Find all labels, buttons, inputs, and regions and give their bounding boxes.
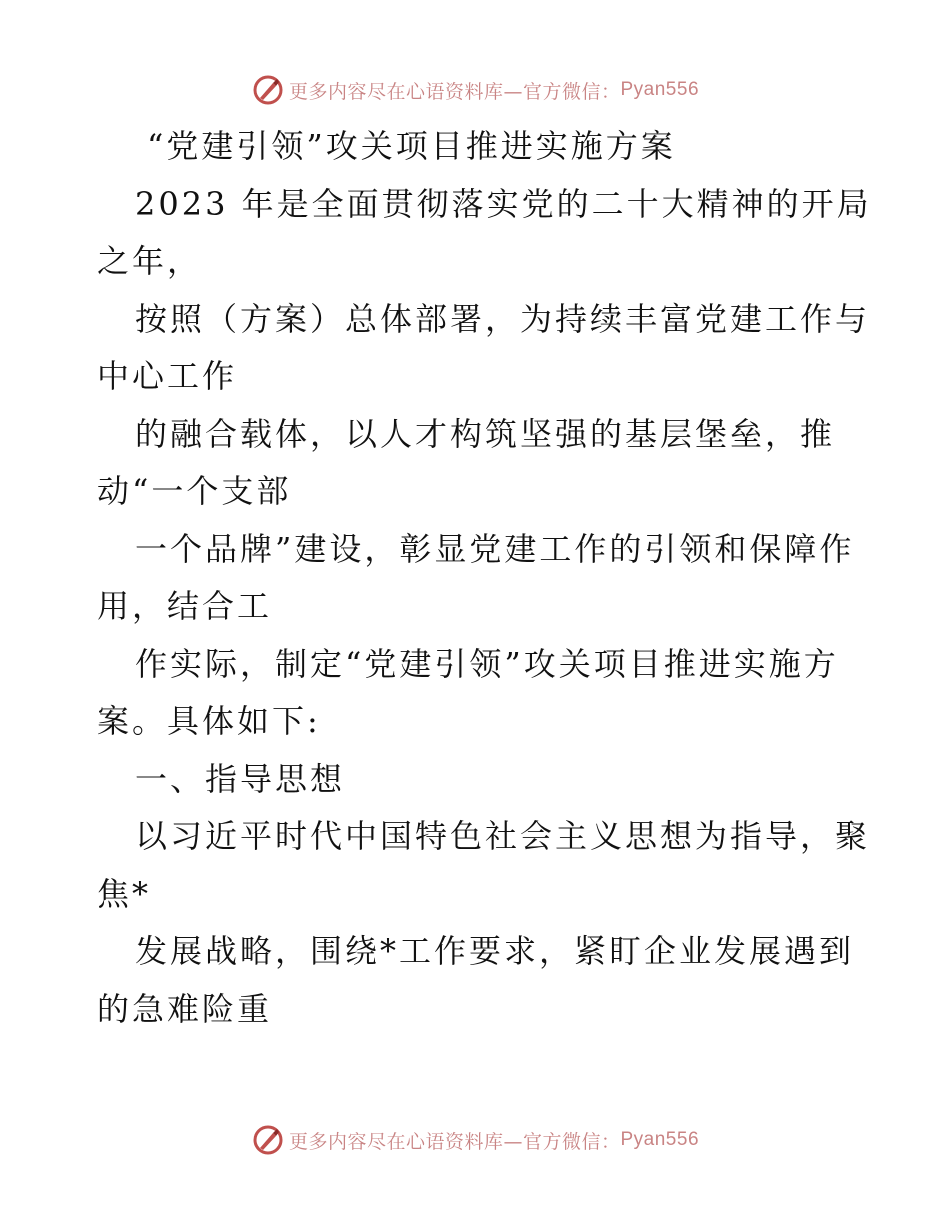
watermark-header	[0, 72, 950, 108]
watermark-text: 更多内容尽在心语资料库—官方微信：	[288, 80, 621, 103]
watermark-footer	[0, 1122, 950, 1158]
paragraph-line: 的急难险重	[97, 989, 273, 1028]
watermark-handle: Pyan556	[620, 1129, 700, 1150]
paragraph-line: 作实际，制定“党建引领”攻关项目推进实施方	[135, 644, 839, 683]
paragraph-line: 用，结合工	[97, 587, 273, 625]
paragraph-line: 一个品牌”建设，彰显党建工作的引领和保障作	[135, 529, 855, 568]
paragraph-line: 按照（方案）总体部署，为持续丰富党建工作与	[135, 299, 871, 338]
document-body	[97, 118, 872, 1038]
paragraph-line: 焦*	[97, 874, 152, 913]
paragraph-line: 之年，	[97, 242, 203, 280]
paragraph-line: 动“一个支部	[97, 472, 292, 510]
paragraph-line: 的融合载体，以人才构筑坚强的基层堡垒，推	[135, 414, 836, 453]
paragraph-line: 中心工作	[97, 357, 238, 395]
section-heading: 一、指导思想	[135, 759, 346, 798]
pen-logo-icon	[251, 73, 285, 107]
watermark-handle: Pyan556	[620, 79, 700, 100]
paragraph-line: 发展战略，围绕*工作要求，紧盯企业发展遇到	[135, 932, 855, 970]
document-title: “党建引领”攻关项目推进实施方案	[147, 127, 676, 165]
watermark-text: 更多内容尽在心语资料库—官方微信：	[288, 1130, 621, 1153]
paragraph-line: 以习近平时代中国特色社会主义思想为指导，聚	[135, 817, 871, 855]
paragraph-line: 2023 年是全面贯彻落实党的二十大精神的开局	[135, 184, 872, 223]
paragraph-line: 案。具体如下:	[97, 702, 321, 740]
pen-logo-icon	[251, 1123, 285, 1157]
